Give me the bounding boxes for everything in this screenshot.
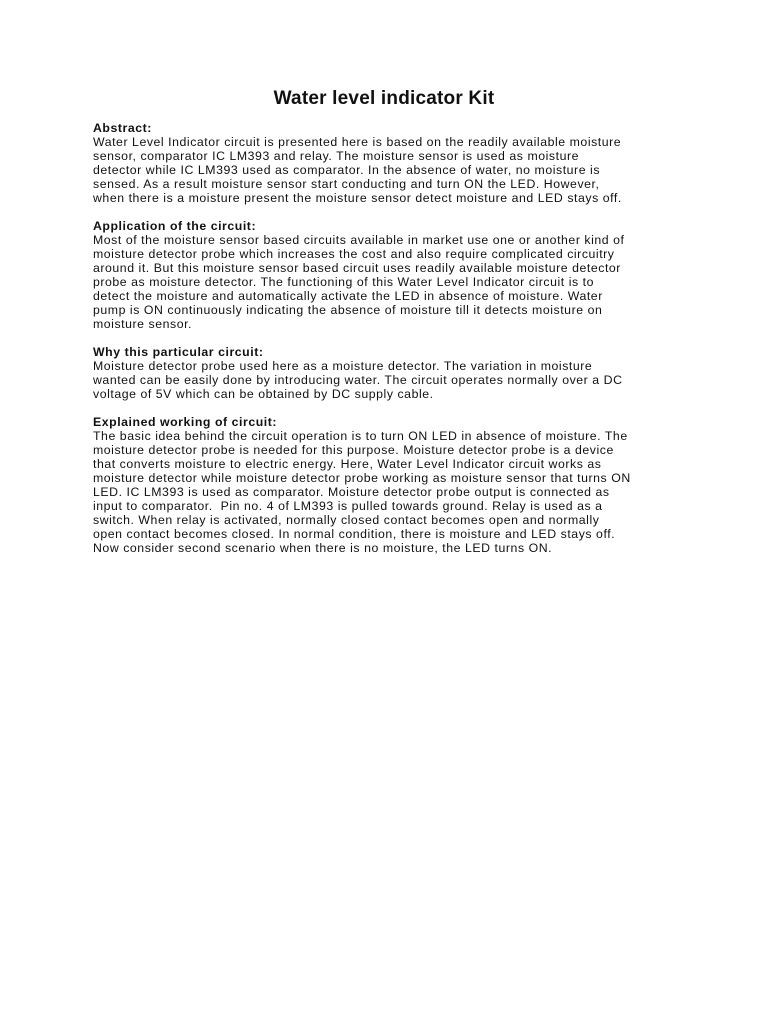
document-title: Water level indicator Kit xyxy=(273,88,495,109)
section-heading: Why this particular circuit: xyxy=(93,345,264,359)
paragraph-line: around it. But this moisture sensor based circuit uses readily available moisture detector xyxy=(93,261,621,275)
paragraph-line: Moisture detector probe used here as a moisture detector. The variation in moisture xyxy=(93,359,593,373)
section-heading: Explained working of circuit: xyxy=(93,415,278,429)
paragraph-line: The basic idea behind the circuit operation is to turn ON LED in absence of moisture. The xyxy=(93,429,628,443)
section-application xyxy=(93,219,683,331)
paragraph-line: open contact becomes closed. In normal condition, there is moisture and LED stays off. xyxy=(93,527,616,541)
paragraph-line: Now consider second scenario when there is no moisture, the LED turns ON. xyxy=(93,541,553,555)
paragraph-line: moisture detector probe which increases the cost and also require complicated circuitry xyxy=(93,247,615,261)
paragraph-line: moisture detector while moisture detector probe working as moisture sensor that turns ON xyxy=(93,471,631,485)
section-explained-working xyxy=(93,415,683,555)
paragraph-line: detect the moisture and automatically activate the LED in absence of moisture. Water xyxy=(93,289,603,303)
paragraph-line: sensor, comparator IC LM393 and relay. The moisture sensor is used as moisture xyxy=(93,149,580,163)
paragraph-line: wanted can be easily done by introducing water. The circuit operates normally over a DC xyxy=(93,373,623,387)
section-heading: Application of the circuit: xyxy=(93,219,257,233)
paragraph-line: detector while IC LM393 used as comparator. In the absence of water, no moisture is xyxy=(93,163,601,177)
paragraph-line: LED. IC LM393 is used as comparator. Moisture detector probe output is connected as xyxy=(93,485,610,499)
paragraph-line: switch. When relay is activated, normally closed contact becomes open and normally xyxy=(93,513,600,527)
paragraph-line: when there is a moisture present the moisture sensor detect moisture and LED stays off. xyxy=(93,191,622,205)
section-heading: Abstract: xyxy=(93,121,152,135)
paragraph-line: voltage of 5V which can be obtained by DC supply cable. xyxy=(93,387,434,401)
paragraph-line: input to comparator. Pin no. 4 of LM393 is pulled towards ground. Relay is used as a xyxy=(93,499,603,513)
paragraph-line: moisture sensor. xyxy=(93,317,193,331)
section-why-this-circuit xyxy=(93,345,683,401)
paragraph-line: Most of the moisture sensor based circuits available in market use one or another kind of xyxy=(93,233,625,247)
paragraph-line: moisture detector probe is needed for this purpose. Moisture detector probe is a device xyxy=(93,443,614,457)
paragraph-line: Water Level Indicator circuit is presented here is based on the readily available moisture xyxy=(93,135,622,149)
document-body xyxy=(93,121,683,569)
paragraph-line: probe as moisture detector. The functioning of this Water Level Indicator circuit is to xyxy=(93,275,595,289)
section-abstract xyxy=(93,121,683,205)
paragraph-line: that converts moisture to electric energy. Here, Water Level Indicator circuit works as xyxy=(93,457,602,471)
paragraph-line: pump is ON continuously indicating the absence of moisture till it detects moisture on xyxy=(93,303,603,317)
paragraph-line: sensed. As a result moisture sensor start conducting and turn ON the LED. However, xyxy=(93,177,600,191)
